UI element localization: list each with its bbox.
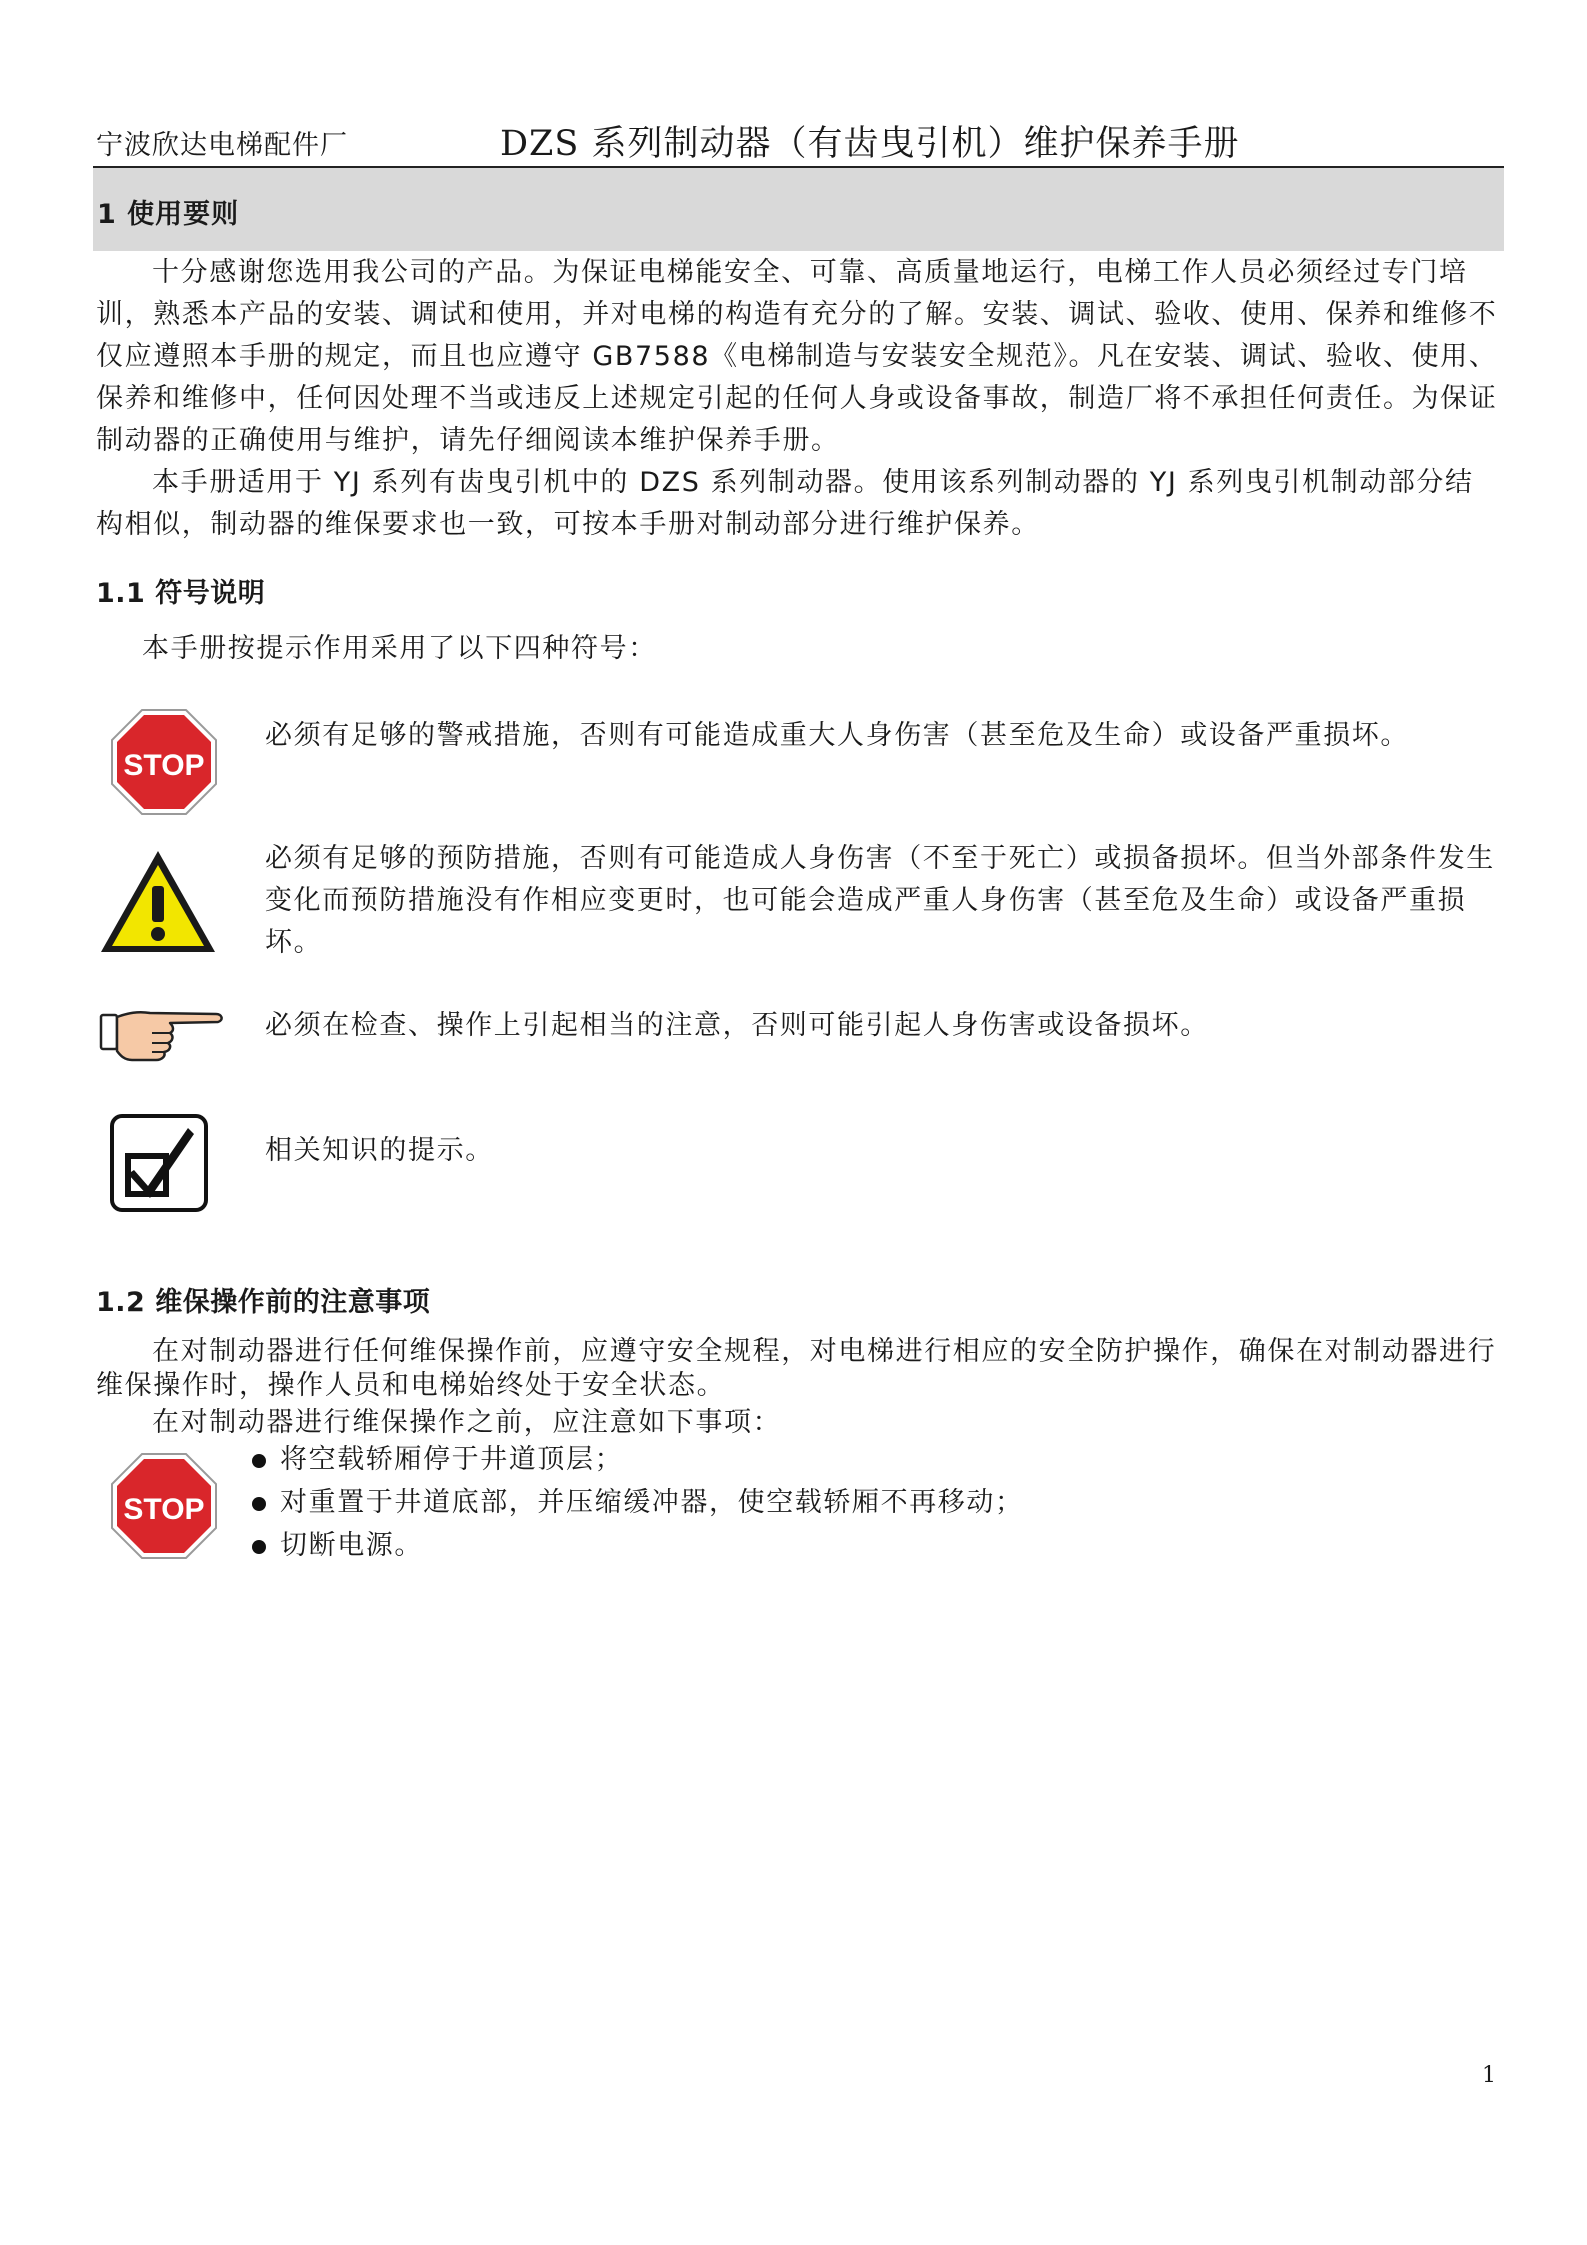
company-name: 宁波欣达电梯配件厂 <box>96 130 348 161</box>
precautions-list <box>248 1438 1024 1567</box>
stop-sign-icon <box>110 708 218 816</box>
intro-paragraph: 十分感谢您选用我公司的产品。为保证电梯能安全、可靠、高质量地运行，电梯工作人员必须经过专门培训，熟悉本产品的安装、调试和使用，并对电梯的构造有充分的了解。安装、调试、验收、使用、保养和维修不仅应遵照本手册的规定，而且也应遵守 GB7588《电梯制造与安装安全规范》。凡在安装、调试、验收、使用、保养和维修中，任何因处理不当或违反上述规定引起的任何人身或设备事故，制造厂将不承担任何责任。为保证制动器的正确使用与维护，请先仔细阅读本维护保养手册。 <box>96 257 1498 456</box>
list-item: 切断电源。 <box>248 1524 1024 1567</box>
checkbox-check-icon <box>108 1112 214 1216</box>
document-title: DZS 系列制动器（有齿曳引机）维护保养手册 <box>500 124 1240 164</box>
symbols-intro: 本手册按提示作用采用了以下四种符号： <box>142 633 657 664</box>
symbol-stop-text: 必须有足够的警戒措施，否则有可能造成重大人身伤害（甚至危及生命）或设备严重损坏。 <box>265 720 1409 751</box>
precautions-paragraph: 在对制动器进行任何维保操作前，应遵守安全规程，对电梯进行相应的安全防护操作，确保在对制动器进行维保操作时，操作人员和电梯始终处于安全状态。 <box>96 1336 1497 1401</box>
symbol-tip-text: 相关知识的提示。 <box>265 1135 494 1166</box>
precautions-lead: 在对制动器进行维保操作之前，应注意如下事项： <box>152 1407 782 1438</box>
pointing-hand-icon <box>98 1003 226 1067</box>
list-item: 将空载轿厢停于井道顶层； <box>248 1438 1024 1481</box>
section-heading: 1 使用要则 <box>97 199 240 230</box>
page-number: 1 <box>1482 2063 1496 2088</box>
stop-sign-label: STOP <box>123 1493 205 1526</box>
symbols-heading: 1.1 符号说明 <box>96 578 266 609</box>
stop-sign-icon <box>110 1452 218 1560</box>
symbol-warning-text: 必须有足够的预防措施，否则有可能造成人身伤害（不至于死亡）或损备损坏。但当外部条件发生变化而预防措施没有作相应变更时，也可能会造成严重人身伤害（甚至危及生命）或设备严重损坏。 <box>265 843 1495 958</box>
list-item: 对重置于井道底部，并压缩缓冲器，使空载轿厢不再移动； <box>248 1481 1024 1524</box>
precautions-heading: 1.2 维保操作前的注意事项 <box>96 1287 431 1318</box>
section-heading-bar <box>93 168 1504 251</box>
stop-sign-label: STOP <box>123 749 205 782</box>
scope-paragraph: 本手册适用于 YJ 系列有齿曳引机中的 DZS 系列制动器。使用该系列制动器的 YJ 系列曳引机制动部分结构相似，制动器的维保要求也一致，可按本手册对制动部分进行维护保养。 <box>96 467 1474 540</box>
warning-triangle-icon <box>98 848 218 956</box>
symbol-hand-text: 必须在检查、操作上引起相当的注意，否则可能引起人身伤害或设备损坏。 <box>265 1010 1209 1041</box>
